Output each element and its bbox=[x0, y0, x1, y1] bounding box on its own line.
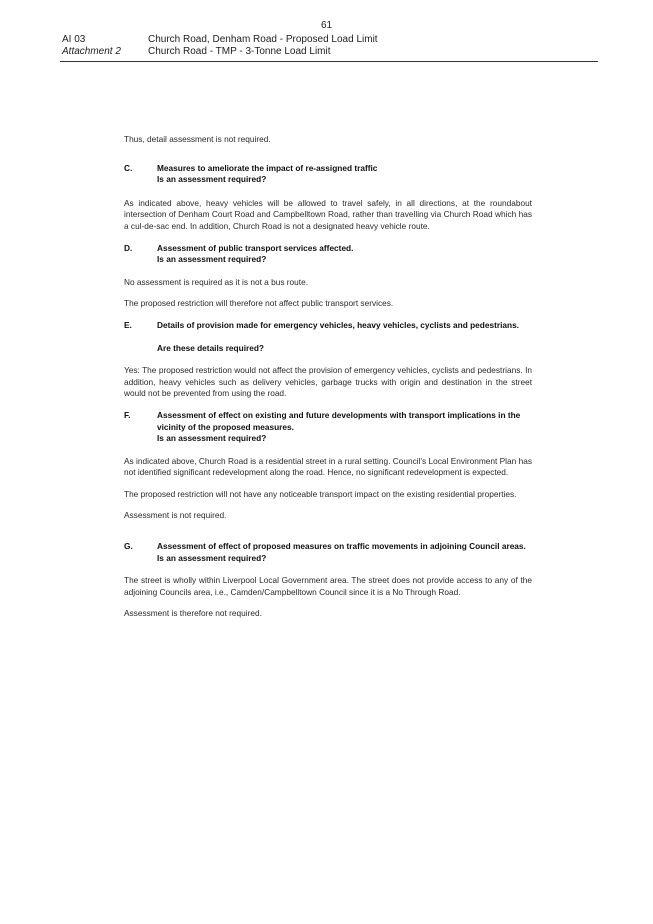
header-row-item bbox=[62, 34, 598, 46]
section-title: Measures to ameliorate the impact of re-assigned traffic bbox=[157, 162, 378, 173]
section-heading-text bbox=[157, 243, 532, 266]
header-divider bbox=[60, 61, 598, 62]
page-number: 61 bbox=[320, 20, 333, 31]
section-heading bbox=[124, 541, 532, 564]
section-letter: D. bbox=[124, 242, 133, 253]
section-paragraph: The proposed restriction will therefore not affect public transport services. bbox=[124, 298, 394, 309]
section-title: Assessment of effect of proposed measures on traffic movements in adjoining Council areas. bbox=[157, 541, 526, 552]
section-heading bbox=[124, 410, 532, 445]
document-body bbox=[124, 134, 532, 620]
section-paragraph: As indicated above, Church Road is a residential street in a rural setting. Council's Local Environment Plan has not identified significant redevelopment along the road. Hence, no significant redevelopment is expected. bbox=[124, 455, 532, 478]
section-heading-text bbox=[157, 541, 532, 564]
section-paragraph: The street is wholly within Liverpool Local Government area. The street does not provide access to any of the adjoining Councils area, i.e., Camden/Campbelltown Council since it is a No Through Road. bbox=[124, 575, 532, 597]
section-g bbox=[124, 541, 532, 620]
section-heading bbox=[124, 243, 532, 266]
section-paragraph: No assessment is required as it is not a bus route. bbox=[124, 276, 309, 287]
section-letter: F. bbox=[124, 409, 131, 420]
section-heading bbox=[124, 163, 532, 186]
intro-paragraph: Thus, detail assessment is not required. bbox=[124, 134, 271, 144]
section-paragraph: Yes: The proposed restriction would not affect the provision of emergency vehicles, cyclists and pedestrians. In addition, heavy vehicles such as delivery vehicles, garbage trucks with origin and destination in the street would not be prevented from using the road. bbox=[124, 365, 532, 399]
attachment-label: Attachment 2 bbox=[62, 46, 121, 57]
section-title: Assessment of effect on existing and future developments with transport implications in the vicinity of the proposed measures. bbox=[157, 409, 521, 432]
section-heading-text bbox=[157, 410, 532, 445]
section-heading-text bbox=[157, 320, 532, 354]
section-e bbox=[124, 320, 532, 400]
item-code: AI 03 bbox=[62, 34, 86, 45]
section-question: Is an assessment required? bbox=[157, 552, 267, 563]
section-letter: G. bbox=[124, 541, 133, 552]
section-heading-text bbox=[157, 163, 532, 186]
attachment-title: Church Road - TMP - 3-Tonne Load Limit bbox=[148, 46, 331, 57]
section-title: Details of provision made for emergency vehicles, heavy vehicles, cyclists and pedestrians. bbox=[157, 319, 519, 330]
section-c bbox=[124, 163, 532, 233]
section-letter: E. bbox=[124, 319, 132, 330]
section-question: Is an assessment required? bbox=[157, 254, 267, 265]
section-letter: C. bbox=[124, 162, 133, 173]
section-title: Assessment of public transport services affected. bbox=[157, 242, 354, 253]
section-paragraph: Assessment is not required. bbox=[124, 510, 227, 521]
header-row-attachment bbox=[62, 46, 598, 58]
item-title: Church Road, Denham Road - Proposed Load Limit bbox=[148, 34, 378, 45]
section-paragraph: Assessment is therefore not required. bbox=[124, 608, 262, 619]
section-f bbox=[124, 410, 532, 522]
section-question: Is an assessment required? bbox=[157, 433, 267, 444]
section-question: Are these details required? bbox=[157, 342, 264, 353]
document-header bbox=[62, 34, 598, 58]
section-heading bbox=[124, 320, 532, 354]
section-paragraph: The proposed restriction will not have any noticeable transport impact on the existing residential properties. bbox=[124, 488, 517, 499]
section-d bbox=[124, 243, 532, 310]
section-question: Is an assessment required? bbox=[157, 174, 267, 185]
section-paragraph: As indicated above, heavy vehicles will be allowed to travel safely, in all directions, at the roundabout intersection of Denham Court Road and Campbelltown Road, rather than travelling via Church Road which has a cul-de-sac end. In addition, Church Road is not a designated heavy vehicle route. bbox=[124, 197, 532, 231]
